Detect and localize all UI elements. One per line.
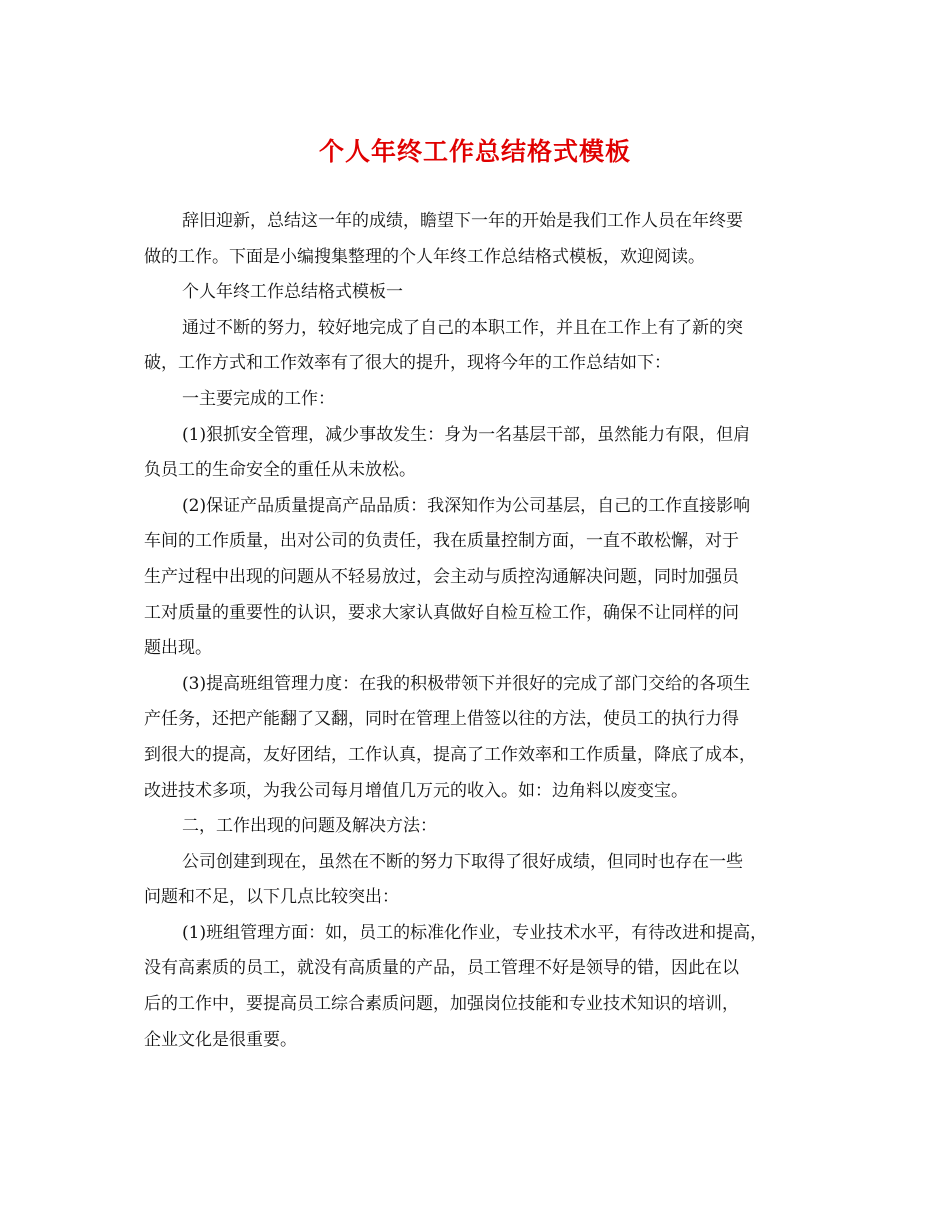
text-line: 改进技术多项，为我公司每月增值几万元的收入。如：边角料以废变宝。 bbox=[144, 780, 688, 801]
text-line: 负员工的生命安全的重任从未放松。 bbox=[144, 460, 416, 481]
text-line: 问题和不足，以下几点比较突出： bbox=[144, 887, 399, 908]
document-body bbox=[144, 204, 814, 1058]
text-line: (1)班组管理方面：如，员工的标准化作业，专业技术水平，有待改进和提高， bbox=[182, 922, 768, 943]
text-line: 破，工作方式和工作效率有了很大的提升，现将今年的工作总结如下： bbox=[144, 353, 671, 374]
text-line: 个人年终工作总结格式模板一 bbox=[182, 282, 403, 303]
text-line: 题出现。 bbox=[144, 638, 212, 659]
text-line: 产任务，还把产能翻了又翻，同时在管理上借签以往的方法，使员工的执行力得 bbox=[144, 709, 739, 730]
text-line: (1)狠抓安全管理，减少事故发生：身为一名基层干部，虽然能力有限，但肩 bbox=[182, 424, 751, 445]
text-line: 公司创建到现在，虽然在不断的努力下取得了很好成绩，但同时也存在一些 bbox=[182, 851, 743, 872]
text-line: 通过不断的努力，较好地完成了自己的本职工作，并且在工作上有了新的突 bbox=[182, 317, 743, 338]
text-line: 企业文化是很重要。 bbox=[144, 1029, 297, 1050]
text-line: 生产过程中出现的问题从不轻易放过，会主动与质控沟通解决问题，同时加强员 bbox=[144, 566, 739, 587]
text-line: (2)保证产品质量提高产品品质：我深知作为公司基层，自己的工作直接影响 bbox=[182, 495, 751, 516]
text-line: 二，工作出现的问题及解决方法： bbox=[182, 816, 437, 837]
text-line: 辞旧迎新，总结这一年的成绩，瞻望下一年的开始是我们工作人员在年终要 bbox=[182, 211, 743, 231]
text-line: 到很大的提高，友好团结，工作认真，提高了工作效率和工作质量，降底了成本， bbox=[144, 744, 756, 765]
text-line: (3)提高班组管理力度：在我的积极带领下并很好的完成了部门交给的各项生 bbox=[182, 673, 751, 694]
text-line: 没有高素质的员工，就没有高质量的产品，员工管理不好是领导的错，因此在以 bbox=[144, 958, 739, 979]
text-line: 车间的工作质量，出对公司的负责任，我在质量控制方面，一直不敢松懈，对于 bbox=[144, 531, 739, 552]
text-line: 后的工作中，要提高员工综合素质问题，加强岗位技能和专业技术知识的培训， bbox=[144, 994, 739, 1015]
document-title: 个人年终工作总结格式模板 bbox=[318, 137, 631, 166]
text-line: 一主要完成的工作： bbox=[182, 388, 335, 409]
text-line: 做的工作。下面是小编搜集整理的个人年终工作总结格式模板，欢迎阅读。 bbox=[144, 246, 705, 267]
text-line: 工对质量的重要性的认识，要求大家认真做好自检互检工作，确保不让同样的问 bbox=[144, 602, 739, 623]
